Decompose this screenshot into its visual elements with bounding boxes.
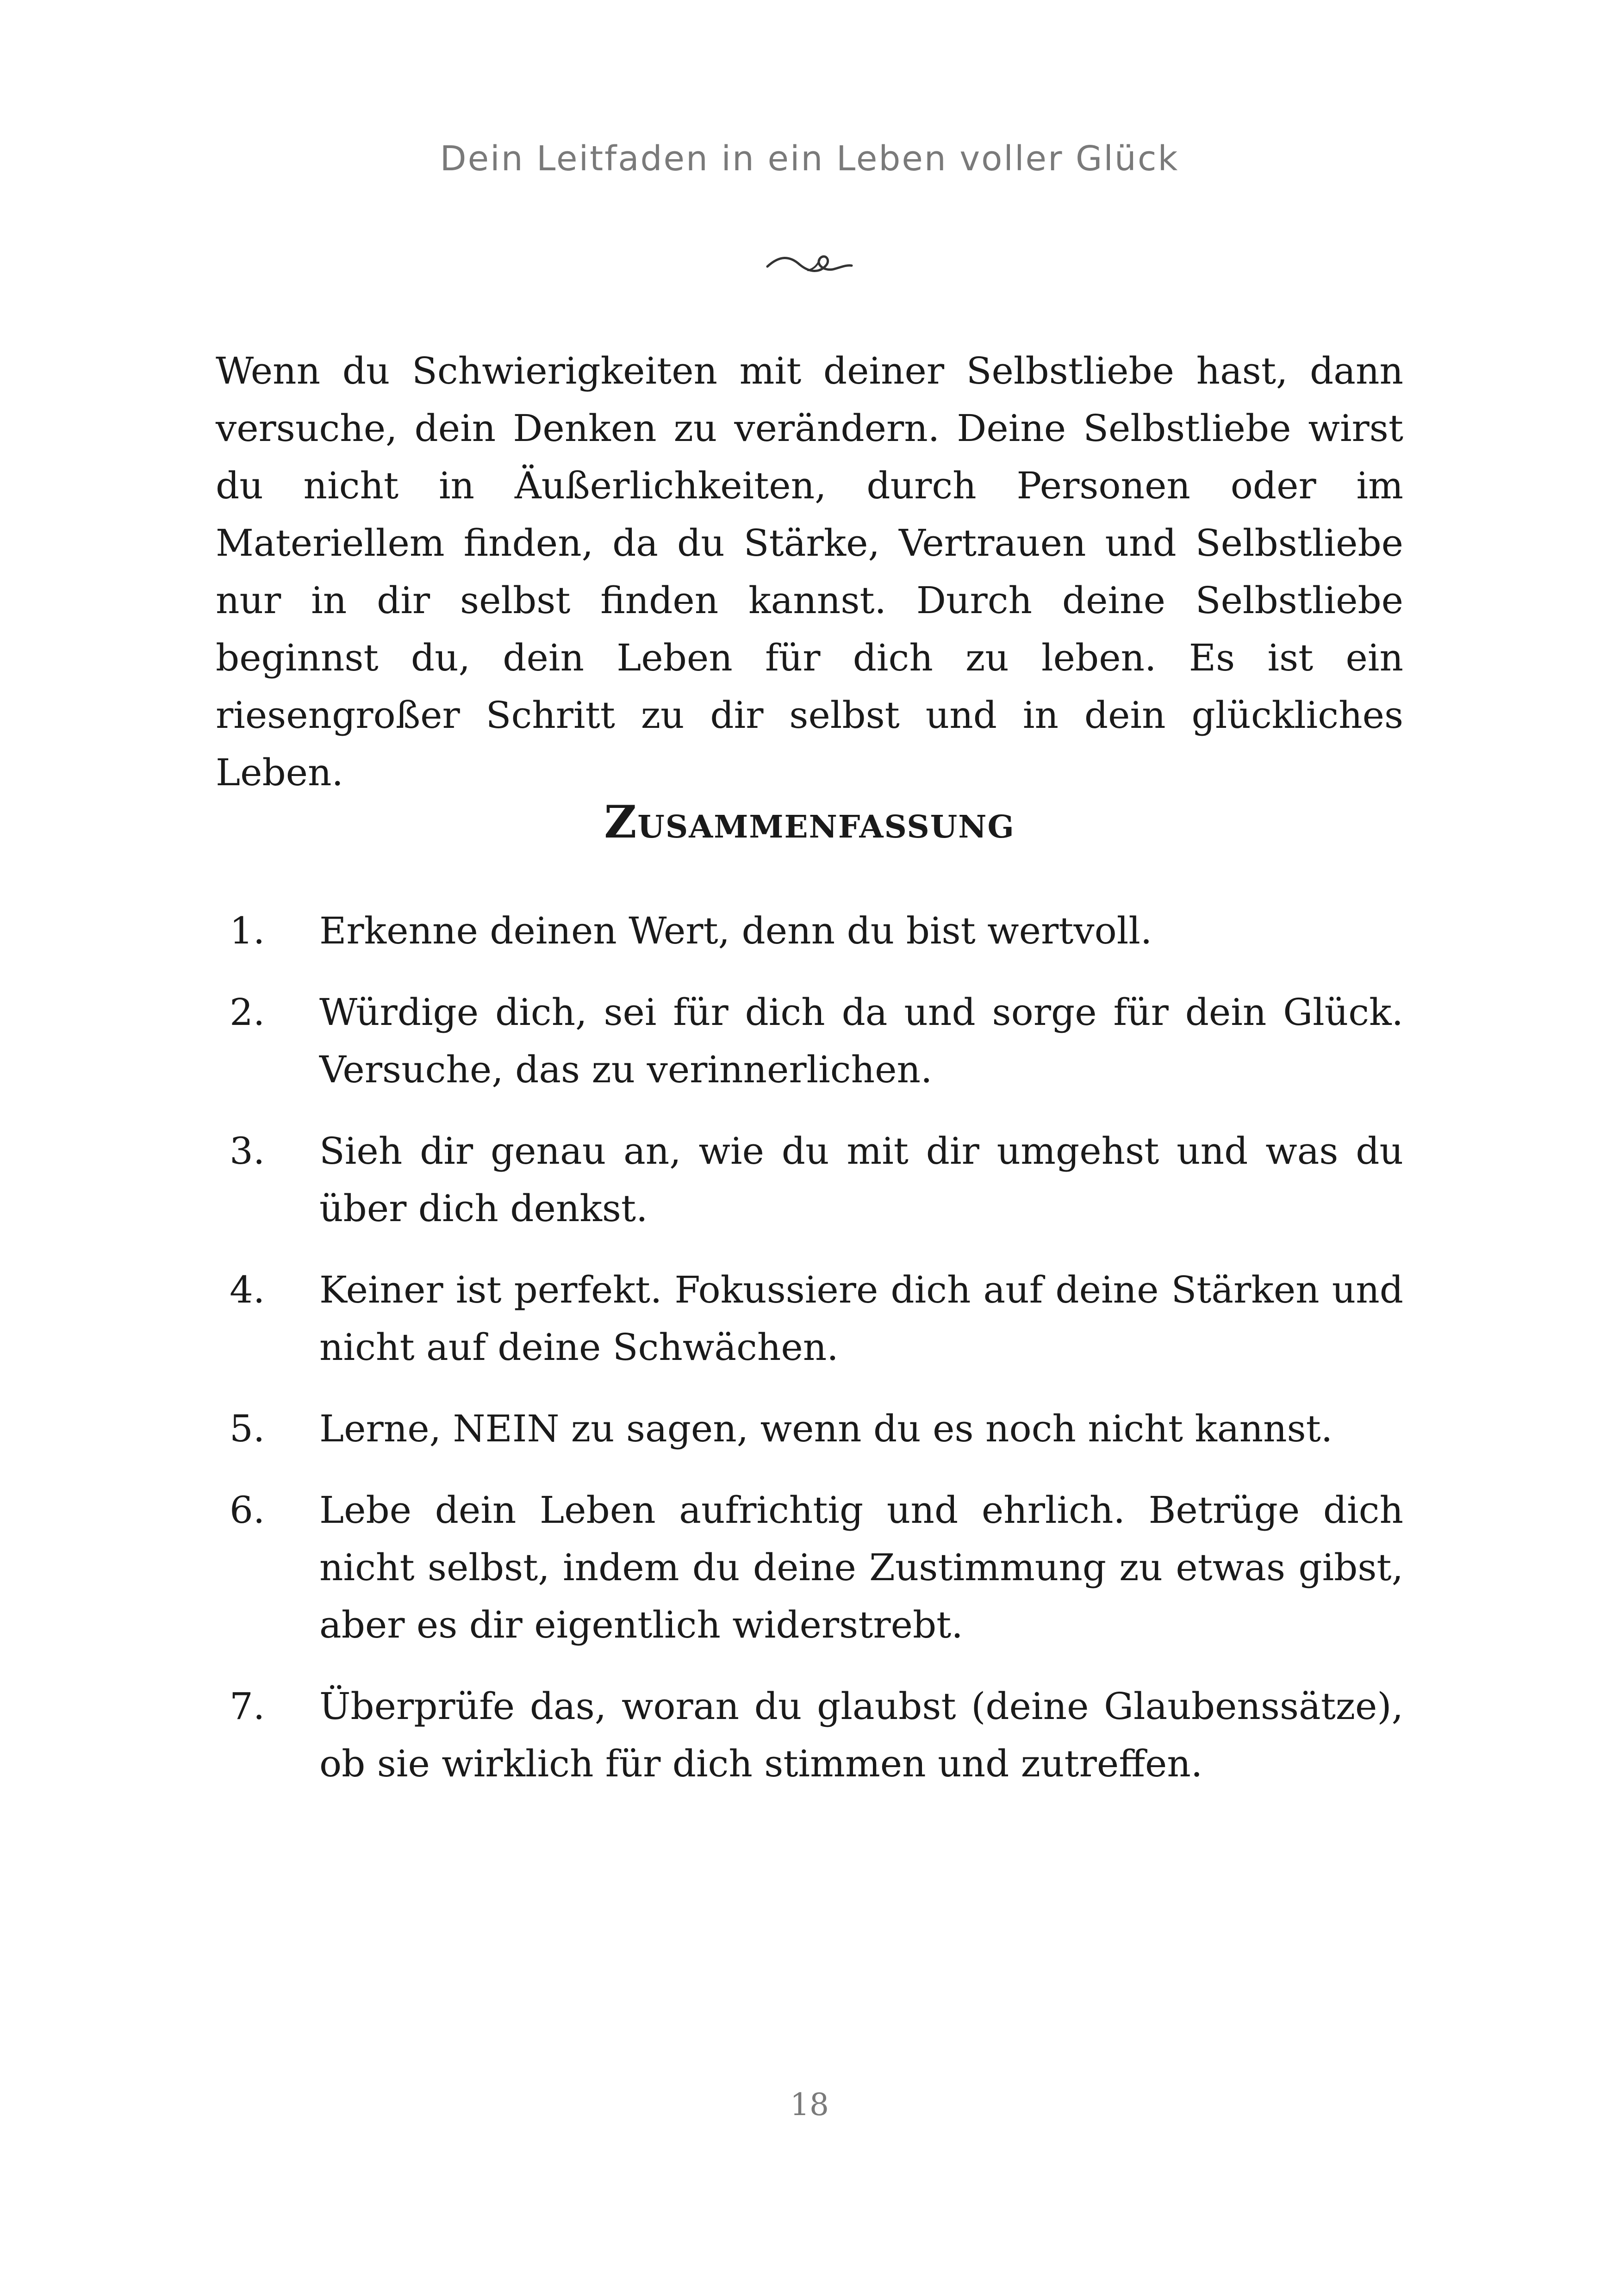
list-item-number: 1. bbox=[230, 909, 265, 952]
list-item-number: 5. bbox=[230, 1407, 265, 1450]
page-number: 18 bbox=[790, 2087, 829, 2122]
body-paragraph: Wenn du Schwierigkeiten mit deiner Selbstliebe hast, dann versuche, dein Denken zu verändern. Deine Selbstliebe wirst du nicht in Äußerlichkeiten, durch Personen oder im Materiellem finden, da du Stärke, Vertrauen und Selbstliebe nur in dir selbst finden kannst. Durch deine Selbstliebe beginnst du, dein Leben für dich zu leben. Es ist ein riesengroßer Schritt zu dir selbst und in dein glückliches Leben. bbox=[216, 349, 1403, 794]
list-item-text: Würdige dich, sei für dich da und sorge für dein Glück. Versuche, das zu verinnerlichen. bbox=[319, 991, 1403, 1091]
list-item-text: Überprüfe das, woran du glaubst (deine Glaubenssätze), ob sie wirklich für dich stimmen und zutreffen. bbox=[319, 1685, 1403, 1785]
list-item bbox=[216, 902, 1403, 960]
list-item-text: Lebe dein Leben aufrichtig und ehrlich. Betrüge dich nicht selbst, indem du deine Zustimmung zu etwas gibst, aber es dir eigentlich widerstrebt. bbox=[319, 1489, 1403, 1646]
list-item bbox=[216, 1261, 1403, 1376]
list-item-number: 7. bbox=[230, 1685, 265, 1728]
list-item bbox=[216, 1482, 1403, 1654]
list-item-number: 3. bbox=[230, 1129, 265, 1173]
list-item-text: Sieh dir genau an, wie du mit dir umgehst und was du über dich denkst. bbox=[319, 1129, 1403, 1230]
list-item-text: Erkenne deinen Wert, denn du bist wertvoll. bbox=[319, 909, 1152, 952]
summary-list bbox=[216, 902, 1403, 1817]
section-title: Zusammenfassung bbox=[604, 796, 1015, 848]
list-item bbox=[216, 984, 1403, 1098]
list-item-text: Keiner ist perfekt. Fokussiere dich auf deine Stärken und nicht auf deine Schwächen. bbox=[319, 1268, 1403, 1369]
list-item-number: 2. bbox=[230, 991, 265, 1034]
list-item-text: Lerne, NEIN zu sagen, wenn du es noch nicht kannst. bbox=[319, 1407, 1333, 1450]
list-item bbox=[216, 1678, 1403, 1793]
list-item-number: 4. bbox=[230, 1268, 265, 1311]
list-item bbox=[216, 1400, 1403, 1458]
flourish-ornament-icon bbox=[766, 246, 853, 279]
list-item-number: 6. bbox=[230, 1489, 265, 1532]
list-item bbox=[216, 1123, 1403, 1237]
running-header: Dein Leitfaden in ein Leben voller Glück bbox=[440, 139, 1179, 179]
